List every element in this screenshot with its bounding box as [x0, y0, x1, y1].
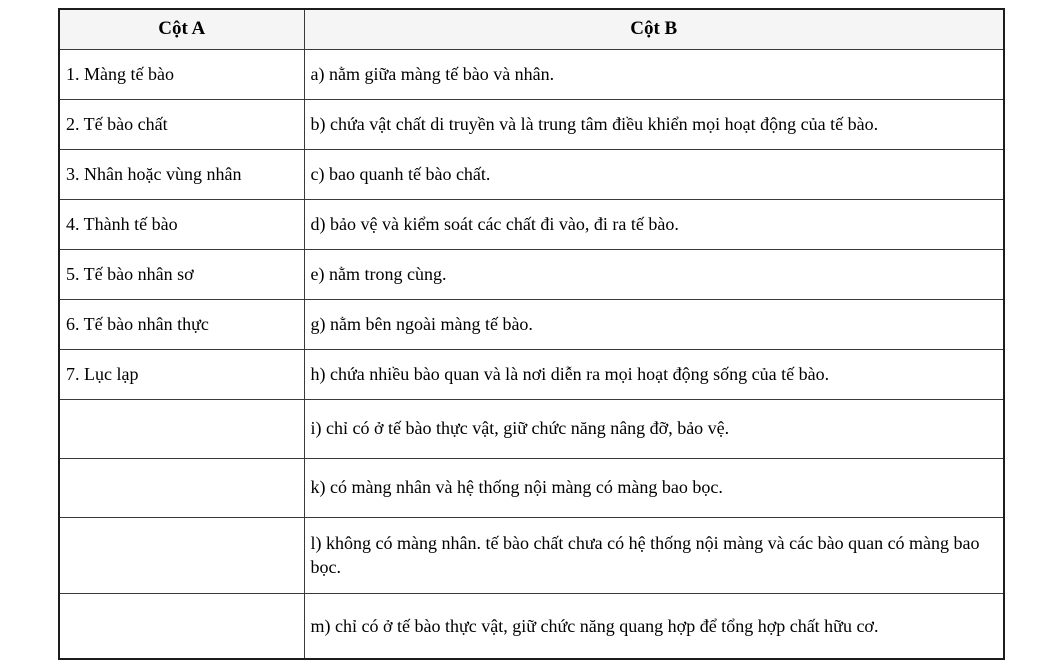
cell-col-b: c) bao quanh tế bào chất.	[304, 149, 1004, 199]
cell-col-a: 1. Màng tế bào	[59, 49, 304, 99]
cell-col-a-empty	[59, 517, 304, 593]
cell-col-a-empty	[59, 399, 304, 458]
cell-col-b: a) nằm giữa màng tế bào và nhân.	[304, 49, 1004, 99]
cell-col-b: e) nằm trong cùng.	[304, 249, 1004, 299]
matching-table	[58, 8, 1005, 660]
table-row	[59, 249, 1004, 299]
cell-col-a: 7. Lục lạp	[59, 349, 304, 399]
cell-col-a: 2. Tế bào chất	[59, 99, 304, 149]
table-row	[59, 299, 1004, 349]
column-header-cot-a: Cột A	[59, 9, 304, 49]
table-body	[59, 49, 1004, 659]
cell-col-a: 3. Nhân hoặc vùng nhân	[59, 149, 304, 199]
table-row	[59, 517, 1004, 593]
table-row	[59, 49, 1004, 99]
column-header-cot-b: Cột B	[304, 9, 1004, 49]
table-row	[59, 99, 1004, 149]
table-row	[59, 458, 1004, 517]
cell-col-b: l) không có màng nhân. tế bào chất chưa có hệ thống nội màng và các bào quan có màng bao bọc.	[304, 517, 1004, 593]
cell-col-b: d) bảo vệ và kiểm soát các chất đi vào, đi ra tế bào.	[304, 199, 1004, 249]
table-row	[59, 349, 1004, 399]
cell-col-a: 6. Tế bào nhân thực	[59, 299, 304, 349]
cell-col-b: g) nằm bên ngoài màng tế bào.	[304, 299, 1004, 349]
cell-col-a: 5. Tế bào nhân sơ	[59, 249, 304, 299]
table-row	[59, 593, 1004, 659]
cell-col-b: k) có màng nhân và hệ thống nội màng có màng bao bọc.	[304, 458, 1004, 517]
table-row	[59, 199, 1004, 249]
cell-col-a-empty	[59, 458, 304, 517]
cell-col-b: b) chứa vật chất di truyền và là trung tâm điều khiển mọi hoạt động của tế bào.	[304, 99, 1004, 149]
cell-col-b: h) chứa nhiều bào quan và là nơi diễn ra mọi hoạt động sống của tế bào.	[304, 349, 1004, 399]
cell-col-b: i) chỉ có ở tế bào thực vật, giữ chức năng nâng đỡ, bảo vệ.	[304, 399, 1004, 458]
cell-col-a: 4. Thành tế bào	[59, 199, 304, 249]
cell-col-a-empty	[59, 593, 304, 659]
cell-col-b: m) chỉ có ở tế bào thực vật, giữ chức năng quang hợp để tổng hợp chất hữu cơ.	[304, 593, 1004, 659]
header-row	[59, 9, 1004, 49]
table-row	[59, 399, 1004, 458]
table-row	[59, 149, 1004, 199]
